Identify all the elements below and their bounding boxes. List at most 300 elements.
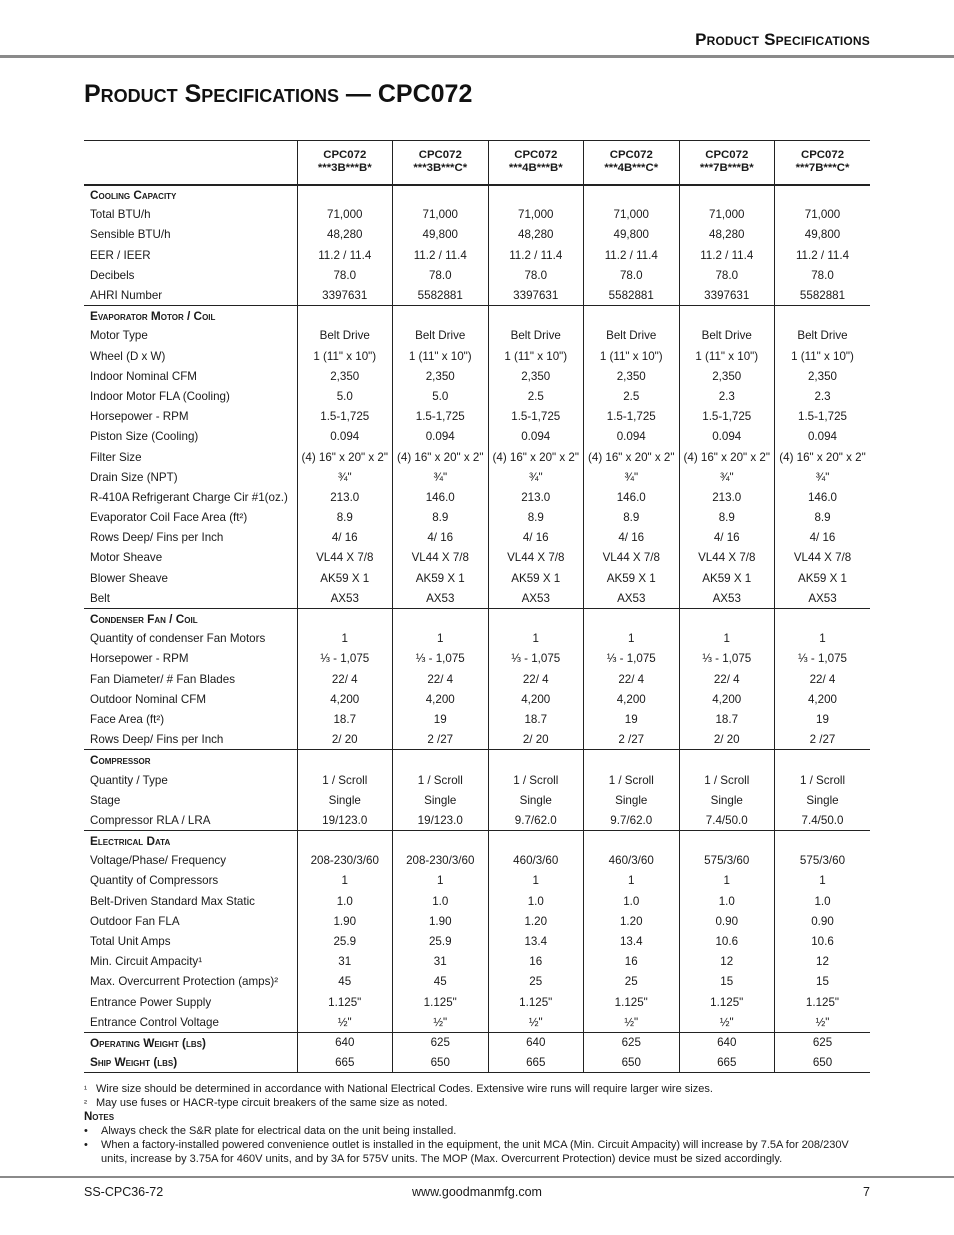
- value-cell: 3397631: [297, 285, 393, 305]
- value-cell: 49,800: [393, 225, 489, 245]
- value-cell: 1.0: [679, 891, 775, 911]
- value-cell: [775, 185, 871, 205]
- value-cell: 10.6: [775, 931, 871, 951]
- bullet-icon: •: [84, 1139, 88, 1151]
- value-cell: [297, 750, 393, 770]
- value-cell: ⅓ - 1,075: [488, 649, 584, 669]
- row-label: Face Area (ft²): [90, 712, 165, 726]
- value-cell: [297, 306, 393, 326]
- value-cell: 2,350: [679, 366, 775, 386]
- row-label: Motor Sheave: [90, 551, 163, 565]
- value-cell: VL44 X 7/8: [297, 548, 393, 568]
- value-cell: 78.0: [584, 265, 680, 285]
- spec-table-body: [84, 185, 870, 1073]
- value-cell: 575/3/60: [679, 851, 775, 871]
- section-title: Evaporator Motor / Coil: [84, 306, 297, 326]
- value-cell: 1: [775, 871, 871, 891]
- model-header-cell: [584, 141, 680, 185]
- value-cell: ½": [297, 1012, 393, 1032]
- value-cell: ¾": [584, 467, 680, 487]
- value-cell: [393, 750, 489, 770]
- value-cell: 4/ 16: [584, 528, 680, 548]
- footnote-2: [84, 1096, 874, 1110]
- value-cell: VL44 X 7/8: [584, 548, 680, 568]
- value-cell: [679, 831, 775, 851]
- row-label: Fan Diameter/ # Fan Blades: [90, 672, 235, 686]
- model-code: ***7B***C*: [795, 162, 850, 175]
- value-cell: 1: [584, 629, 680, 649]
- value-cell: AX53: [775, 588, 871, 608]
- value-cell: 625: [775, 1032, 871, 1052]
- row-label: Rows Deep/ Fins per Inch: [90, 531, 224, 545]
- spec-row: [84, 548, 870, 568]
- value-cell: 460/3/60: [488, 851, 584, 871]
- section-title: Condenser Fan / Coil: [84, 608, 297, 628]
- value-cell: 1 / Scroll: [775, 770, 871, 790]
- value-cell: 1 (11" x 10"): [679, 346, 775, 366]
- value-cell: [584, 306, 680, 326]
- value-cell: ¾": [775, 467, 871, 487]
- value-cell: 1 / Scroll: [393, 770, 489, 790]
- spec-row: [84, 326, 870, 346]
- value-cell: 19: [775, 709, 871, 729]
- value-cell: 650: [584, 1053, 680, 1073]
- note-text: Always check the S&R plate for electrical data on the unit being installed.: [101, 1125, 457, 1137]
- spec-row: [84, 689, 870, 709]
- value-cell: 48,280: [488, 225, 584, 245]
- value-cell: (4) 16" x 20" x 2": [393, 447, 489, 467]
- model-header-cell: [297, 141, 393, 185]
- value-cell: 22/ 4: [297, 669, 393, 689]
- value-cell: AX53: [393, 588, 489, 608]
- spec-row: [84, 871, 870, 891]
- spec-row: [84, 467, 870, 487]
- value-cell: [584, 185, 680, 205]
- value-cell: (4) 16" x 20" x 2": [297, 447, 393, 467]
- value-cell: [488, 831, 584, 851]
- value-cell: Belt Drive: [584, 326, 680, 346]
- spec-row: [84, 810, 870, 830]
- value-cell: 3397631: [679, 285, 775, 305]
- value-cell: 650: [393, 1053, 489, 1073]
- value-cell: Belt Drive: [679, 326, 775, 346]
- value-cell: ¾": [297, 467, 393, 487]
- value-cell: 8.9: [584, 508, 680, 528]
- model-name: CPC072: [418, 149, 462, 162]
- value-cell: [393, 306, 489, 326]
- row-label: Blower Sheave: [90, 571, 168, 585]
- value-cell: 1.0: [775, 891, 871, 911]
- footnote-text: Wire size should be determined in accordance with National Electrical Codes. Extensive wire runs will require larger wire sizes.: [96, 1083, 713, 1095]
- value-cell: 5.0: [297, 386, 393, 406]
- value-cell: 1: [488, 871, 584, 891]
- spec-row: [84, 851, 870, 871]
- value-cell: 213.0: [488, 487, 584, 507]
- model-code: ***4B***B*: [508, 162, 563, 175]
- value-cell: ⅓ - 1,075: [584, 649, 680, 669]
- value-cell: 78.0: [775, 265, 871, 285]
- value-cell: ¾": [393, 467, 489, 487]
- spec-row: [84, 1012, 870, 1032]
- value-cell: ¾": [679, 467, 775, 487]
- value-cell: 11.2 / 11.4: [679, 245, 775, 265]
- value-cell: ⅓ - 1,075: [775, 649, 871, 669]
- spec-row: [84, 629, 870, 649]
- footer-rule: [0, 1176, 954, 1178]
- row-label: Outdoor Fan FLA: [90, 914, 180, 928]
- value-cell: 49,800: [584, 225, 680, 245]
- value-cell: 1.0: [393, 891, 489, 911]
- value-cell: 48,280: [297, 225, 393, 245]
- value-cell: 1.5-1,725: [584, 407, 680, 427]
- model-name: CPC072: [514, 149, 558, 162]
- value-cell: 2/ 20: [679, 730, 775, 750]
- row-label: Rows Deep/ Fins per Inch: [90, 732, 224, 746]
- row-label: EER / IEER: [90, 248, 151, 262]
- value-cell: AK59 X 1: [679, 568, 775, 588]
- value-cell: (4) 16" x 20" x 2": [584, 447, 680, 467]
- value-cell: 11.2 / 11.4: [393, 245, 489, 265]
- row-label: Drain Size (NPT): [90, 470, 178, 484]
- value-cell: 0.094: [393, 427, 489, 447]
- value-cell: 5582881: [775, 285, 871, 305]
- value-cell: 4,200: [584, 689, 680, 709]
- value-cell: 5582881: [393, 285, 489, 305]
- notes-block: [84, 1082, 874, 1166]
- value-cell: 2.5: [584, 386, 680, 406]
- section-title: Cooling Capacity: [90, 188, 177, 203]
- value-cell: 665: [488, 1053, 584, 1073]
- note-item: [84, 1138, 874, 1166]
- spec-row: [84, 891, 870, 911]
- value-cell: 1.125": [679, 992, 775, 1012]
- spec-row: [84, 931, 870, 951]
- value-cell: ½": [679, 1012, 775, 1032]
- weight-row: [84, 1053, 870, 1073]
- row-label: Belt: [90, 591, 110, 605]
- value-cell: [488, 750, 584, 770]
- spec-row: [84, 992, 870, 1012]
- section-header-row: [84, 750, 870, 770]
- model-header-cell: [775, 141, 871, 185]
- spec-row: [84, 952, 870, 972]
- value-cell: VL44 X 7/8: [679, 548, 775, 568]
- value-cell: 5582881: [584, 285, 680, 305]
- value-cell: 575/3/60: [775, 851, 871, 871]
- value-cell: 78.0: [393, 265, 489, 285]
- value-cell: (4) 16" x 20" x 2": [679, 447, 775, 467]
- value-cell: 1 (11" x 10"): [584, 346, 680, 366]
- value-cell: [297, 185, 393, 205]
- model-name: CPC072: [800, 149, 845, 162]
- footer-page-number: 7: [863, 1185, 870, 1199]
- value-cell: 11.2 / 11.4: [775, 245, 871, 265]
- value-cell: 146.0: [393, 487, 489, 507]
- value-cell: [775, 831, 871, 851]
- value-cell: 19: [584, 709, 680, 729]
- value-cell: 625: [393, 1032, 489, 1052]
- value-cell: 1 / Scroll: [679, 770, 775, 790]
- value-cell: 16: [488, 952, 584, 972]
- value-cell: ½": [393, 1012, 489, 1032]
- value-cell: 1: [297, 871, 393, 891]
- footnote-mark: ¹: [84, 1084, 87, 1094]
- value-cell: Belt Drive: [393, 326, 489, 346]
- value-cell: 4/ 16: [393, 528, 489, 548]
- note-text: When a factory-installed powered convenience outlet is installed in the equipment, the unit MCA (Min. Circuit Ampacity) will increase by 7.5A for 208/230V units, increase by 3.75A for 460V units, and by 3A for 575V units. The MOP (Max. Overcurrent Protection) device must be sized accordingly.: [101, 1139, 849, 1165]
- spec-row: [84, 790, 870, 810]
- footnote-mark: ²: [84, 1098, 87, 1108]
- value-cell: (4) 16" x 20" x 2": [775, 447, 871, 467]
- value-cell: Single: [393, 790, 489, 810]
- section-header-row: [84, 831, 870, 851]
- value-cell: 1 / Scroll: [297, 770, 393, 790]
- value-cell: 22/ 4: [393, 669, 489, 689]
- value-cell: 49,800: [775, 225, 871, 245]
- value-cell: [488, 306, 584, 326]
- value-cell: 12: [775, 952, 871, 972]
- notes-title: Notes: [84, 1111, 115, 1123]
- value-cell: 1 / Scroll: [488, 770, 584, 790]
- value-cell: 1: [488, 629, 584, 649]
- value-cell: 22/ 4: [488, 669, 584, 689]
- value-cell: 22/ 4: [584, 669, 680, 689]
- value-cell: 19/123.0: [297, 810, 393, 830]
- value-cell: ⅓ - 1,075: [297, 649, 393, 669]
- value-cell: 1: [393, 871, 489, 891]
- value-cell: 1.5-1,725: [679, 407, 775, 427]
- row-label: AHRI Number: [90, 288, 163, 302]
- value-cell: 78.0: [679, 265, 775, 285]
- value-cell: ⅓ - 1,075: [679, 649, 775, 669]
- header-section-title: Product Specifications: [695, 30, 870, 49]
- value-cell: 2/ 20: [297, 730, 393, 750]
- model-code: ***7B***B*: [699, 162, 754, 175]
- value-cell: 1.20: [488, 911, 584, 931]
- value-cell: 1.125": [297, 992, 393, 1012]
- value-cell: 11.2 / 11.4: [584, 245, 680, 265]
- value-cell: 8.9: [679, 508, 775, 528]
- value-cell: 13.4: [488, 931, 584, 951]
- value-cell: 1 / Scroll: [584, 770, 680, 790]
- value-cell: 1.0: [488, 891, 584, 911]
- value-cell: 2,350: [488, 366, 584, 386]
- bullet-icon: •: [84, 1125, 88, 1137]
- value-cell: ½": [488, 1012, 584, 1032]
- spec-row: [84, 285, 870, 305]
- value-cell: 48,280: [679, 225, 775, 245]
- spec-row: [84, 911, 870, 931]
- value-cell: 18.7: [297, 709, 393, 729]
- spec-row: [84, 508, 870, 528]
- row-label: Outdoor Nominal CFM: [90, 692, 206, 706]
- value-cell: 1: [679, 629, 775, 649]
- value-cell: 1.0: [584, 891, 680, 911]
- value-cell: 71,000: [584, 205, 680, 225]
- value-cell: 2,350: [584, 366, 680, 386]
- value-cell: 9.7/62.0: [584, 810, 680, 830]
- value-cell: 71,000: [679, 205, 775, 225]
- value-cell: [584, 608, 680, 628]
- value-cell: 7.4/50.0: [775, 810, 871, 830]
- row-label: Entrance Control Voltage: [90, 1015, 219, 1029]
- value-cell: 146.0: [775, 487, 871, 507]
- value-cell: 13.4: [584, 931, 680, 951]
- value-cell: 213.0: [297, 487, 393, 507]
- value-cell: 640: [679, 1032, 775, 1052]
- value-cell: [679, 608, 775, 628]
- footer-website[interactable]: www.goodmanmfg.com: [412, 1185, 542, 1199]
- value-cell: 9.7/62.0: [488, 810, 584, 830]
- value-cell: 4,200: [297, 689, 393, 709]
- value-cell: 213.0: [679, 487, 775, 507]
- row-label: Ship Weight (lbs): [84, 1053, 297, 1073]
- value-cell: 0.094: [775, 427, 871, 447]
- row-label: Horsepower - RPM: [90, 652, 189, 666]
- section-header-row: [84, 306, 870, 326]
- spec-row: [84, 568, 870, 588]
- value-cell: AX53: [297, 588, 393, 608]
- value-cell: ⅓ - 1,075: [393, 649, 489, 669]
- footnote-text: May use fuses or HACR-type circuit breakers of the same size as noted.: [96, 1097, 448, 1109]
- model-header-cell: [393, 141, 489, 185]
- value-cell: 1: [584, 871, 680, 891]
- value-cell: 45: [297, 972, 393, 992]
- value-cell: 7.4/50.0: [679, 810, 775, 830]
- header-blank-cell: [84, 141, 297, 185]
- row-label: Indoor Motor FLA (Cooling): [90, 389, 230, 403]
- model-header-cell: [488, 141, 584, 185]
- spec-row: [84, 245, 870, 265]
- value-cell: VL44 X 7/8: [393, 548, 489, 568]
- value-cell: 1.0: [297, 891, 393, 911]
- model-name: CPC072: [705, 149, 749, 162]
- value-cell: 1.90: [393, 911, 489, 931]
- row-label: Stage: [90, 793, 121, 807]
- value-cell: 78.0: [488, 265, 584, 285]
- value-cell: 31: [393, 952, 489, 972]
- section-header-row: [84, 608, 870, 628]
- value-cell: 8.9: [297, 508, 393, 528]
- row-label: Total Unit Amps: [90, 935, 171, 949]
- value-cell: 10.6: [679, 931, 775, 951]
- value-cell: 1 (11" x 10"): [488, 346, 584, 366]
- value-cell: 2 /27: [393, 730, 489, 750]
- spec-row: [84, 669, 870, 689]
- value-cell: 1.125": [775, 992, 871, 1012]
- value-cell: [584, 750, 680, 770]
- spec-row: [84, 730, 870, 750]
- value-cell: 71,000: [488, 205, 584, 225]
- row-label: Belt-Driven Standard Max Static: [90, 894, 255, 908]
- value-cell: 1.90: [297, 911, 393, 931]
- row-label: Decibels: [90, 268, 135, 282]
- value-cell: 19: [393, 709, 489, 729]
- value-cell: 71,000: [297, 205, 393, 225]
- value-cell: 4,200: [679, 689, 775, 709]
- value-cell: 16: [584, 952, 680, 972]
- value-cell: 2,350: [297, 366, 393, 386]
- value-cell: Single: [584, 790, 680, 810]
- value-cell: 460/3/60: [584, 851, 680, 871]
- value-cell: Belt Drive: [488, 326, 584, 346]
- value-cell: 15: [775, 972, 871, 992]
- value-cell: 1.125": [488, 992, 584, 1012]
- section-title: Compressor: [84, 750, 297, 770]
- value-cell: 625: [584, 1032, 680, 1052]
- value-cell: [775, 608, 871, 628]
- value-cell: 1.5-1,725: [393, 407, 489, 427]
- value-cell: Belt Drive: [775, 326, 871, 346]
- row-label: Motor Type: [90, 329, 148, 343]
- row-label: Compressor RLA / LRA: [90, 813, 211, 827]
- row-label: Voltage/Phase/ Frequency: [90, 854, 226, 868]
- spec-row: [84, 487, 870, 507]
- spec-row: [84, 225, 870, 245]
- row-label: Quantity of condenser Fan Motors: [90, 632, 266, 646]
- value-cell: 78.0: [297, 265, 393, 285]
- value-cell: 18.7: [679, 709, 775, 729]
- value-cell: 1: [775, 629, 871, 649]
- value-cell: 1.20: [584, 911, 680, 931]
- value-cell: [584, 831, 680, 851]
- spec-row: [84, 709, 870, 729]
- row-label: Total BTU/h: [90, 208, 151, 222]
- value-cell: 1 (11" x 10"): [297, 346, 393, 366]
- section-header-row: [84, 185, 870, 205]
- value-cell: [393, 608, 489, 628]
- value-cell: 25.9: [393, 931, 489, 951]
- row-label: Wheel (D x W): [90, 349, 166, 363]
- value-cell: VL44 X 7/8: [775, 548, 871, 568]
- value-cell: 15: [679, 972, 775, 992]
- value-cell: 25.9: [297, 931, 393, 951]
- spec-row: [84, 649, 870, 669]
- value-cell: 2.3: [775, 386, 871, 406]
- note-item: [84, 1124, 874, 1138]
- value-cell: Single: [775, 790, 871, 810]
- value-cell: ¾": [488, 467, 584, 487]
- value-cell: 25: [488, 972, 584, 992]
- value-cell: 0.094: [488, 427, 584, 447]
- value-cell: [679, 750, 775, 770]
- row-label: Sensible BTU/h: [90, 228, 171, 242]
- row-label: Quantity of Compressors: [90, 874, 219, 888]
- spec-row: [84, 447, 870, 467]
- value-cell: AK59 X 1: [393, 568, 489, 588]
- spec-row: [84, 265, 870, 285]
- spec-row: [84, 972, 870, 992]
- value-cell: 5.0: [393, 386, 489, 406]
- value-cell: AX53: [679, 588, 775, 608]
- value-cell: 71,000: [393, 205, 489, 225]
- row-label: Horsepower - RPM: [90, 410, 189, 424]
- value-cell: 0.90: [775, 911, 871, 931]
- value-cell: 4,200: [775, 689, 871, 709]
- value-cell: 146.0: [584, 487, 680, 507]
- value-cell: 4/ 16: [679, 528, 775, 548]
- value-cell: 18.7: [488, 709, 584, 729]
- value-cell: 45: [393, 972, 489, 992]
- value-cell: 25: [584, 972, 680, 992]
- row-label: Operating Weight (lbs): [84, 1032, 297, 1052]
- value-cell: 1: [297, 629, 393, 649]
- value-cell: VL44 X 7/8: [488, 548, 584, 568]
- value-cell: [393, 831, 489, 851]
- row-label: Min. Circuit Ampacity¹: [90, 955, 203, 969]
- model-name: CPC072: [609, 149, 653, 162]
- value-cell: 650: [775, 1053, 871, 1073]
